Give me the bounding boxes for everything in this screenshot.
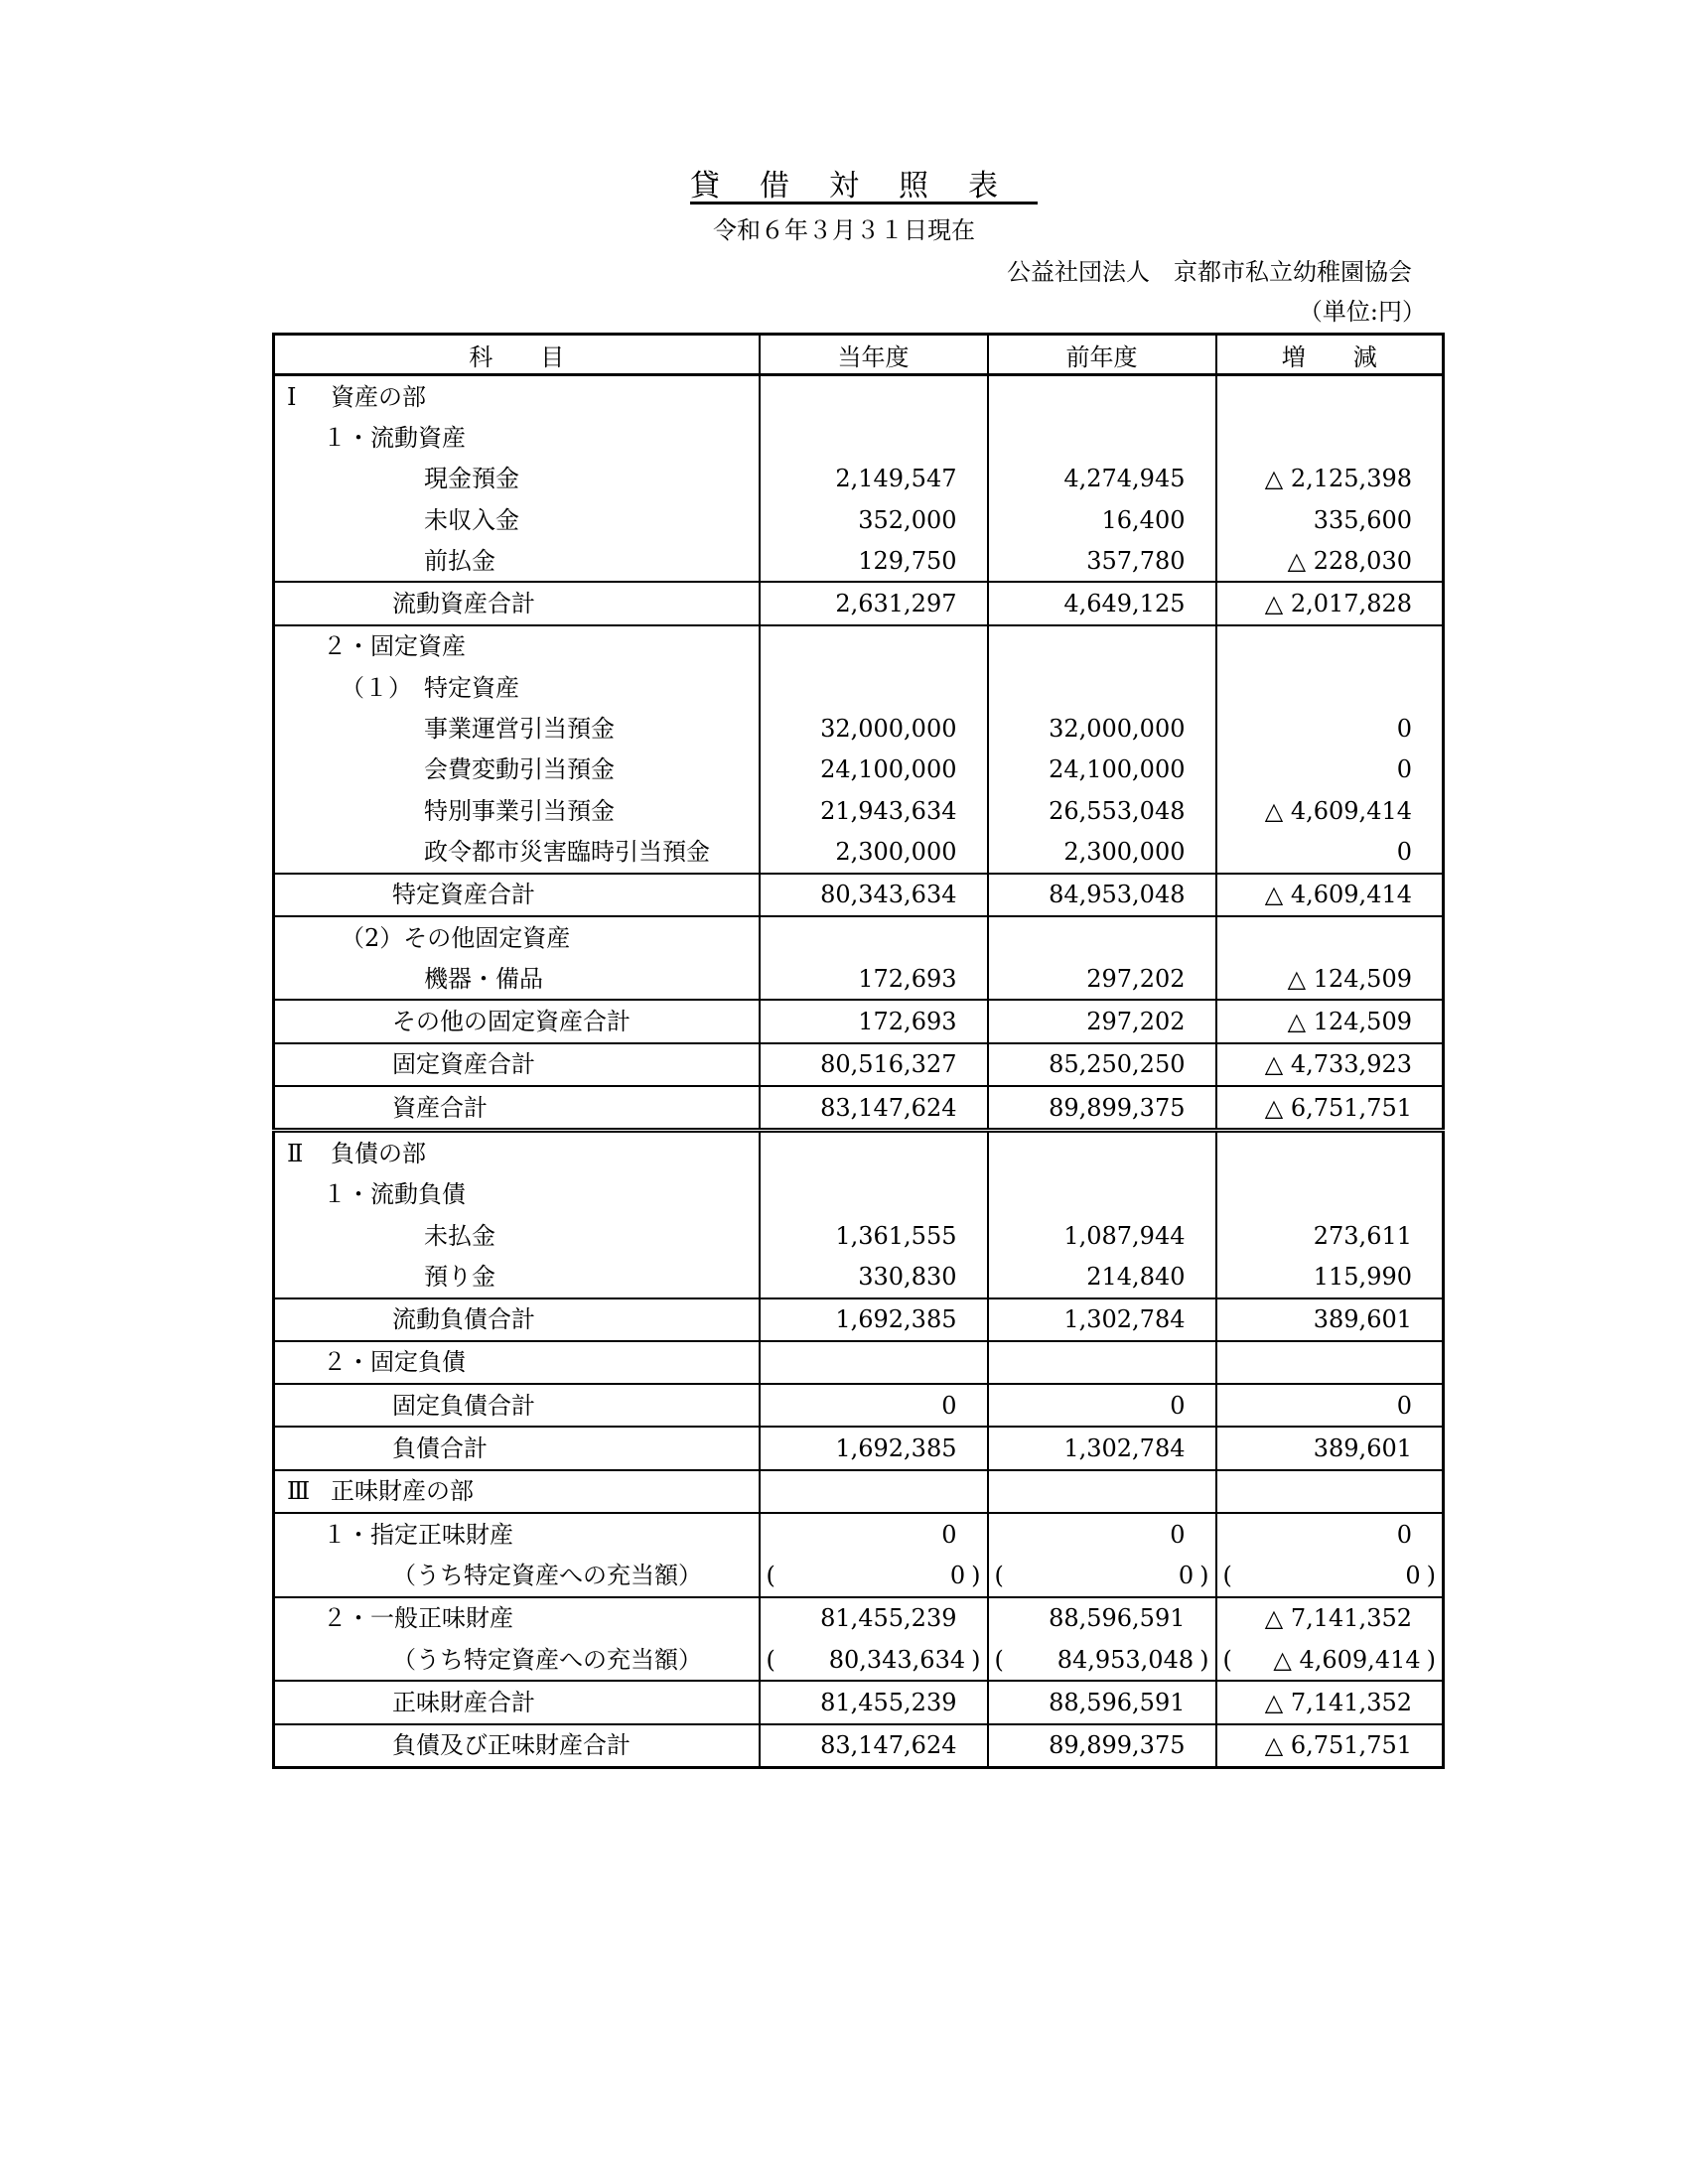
account-label: 負債の部 <box>331 1139 426 1167</box>
change-value-cell <box>1216 1597 1444 1639</box>
close-paren: ) <box>1426 1561 1436 1589</box>
previous-year-value: 88,596,591 <box>1049 1688 1186 1716</box>
account-cell <box>274 916 760 958</box>
change-value-cell <box>1216 1086 1444 1131</box>
change-value-cell <box>1216 831 1444 873</box>
account-label: ２・固定負債 <box>323 1348 466 1377</box>
previous-year-value-cell <box>988 790 1216 831</box>
table-row <box>274 790 1444 831</box>
change-value-cell <box>1216 1639 1444 1681</box>
close-paren: ) <box>1199 1561 1209 1589</box>
account-label: 前払金 <box>424 546 495 575</box>
previous-year-value-cell <box>988 417 1216 458</box>
change-value: △ 6,751,751 <box>1264 1731 1412 1760</box>
table-row <box>274 1427 1444 1469</box>
previous-year-value-cell <box>988 1427 1216 1469</box>
change-value: △ 2,125,398 <box>1264 465 1412 493</box>
previous-year-value: 214,840 <box>1086 1262 1186 1291</box>
account-cell <box>274 1000 760 1042</box>
table-row <box>274 1215 1444 1256</box>
previous-year-value-cell <box>988 1384 1216 1427</box>
change-value-cell <box>1216 1681 1444 1723</box>
current-year-value-cell <box>760 831 988 873</box>
account-label: 未収入金 <box>424 505 519 534</box>
previous-year-value-cell <box>988 750 1216 790</box>
previous-year-value-cell <box>988 1131 1216 1174</box>
open-paren: ( <box>994 1561 1004 1589</box>
change-value-cell <box>1216 499 1444 540</box>
account-cell <box>274 667 760 708</box>
current-year-value-cell <box>760 1174 988 1215</box>
current-year-value: 129,750 <box>858 546 957 575</box>
current-year-value: 32,000,000 <box>820 715 957 744</box>
previous-year-value-cell <box>988 1043 1216 1086</box>
change-value-cell <box>1216 1427 1444 1469</box>
previous-year-value: 84,953,048 <box>1056 1645 1195 1674</box>
account-label: １・流動資産 <box>323 423 466 452</box>
current-year-value-cell <box>760 667 988 708</box>
account-label: 資産合計 <box>392 1093 488 1122</box>
table-row <box>274 1555 1444 1596</box>
organization-name: 公益社団法人 京都市私立幼稚園協会 <box>1007 258 1412 286</box>
account-cell <box>274 540 760 582</box>
open-paren: ( <box>994 1645 1004 1674</box>
change-value: △ 124,509 <box>1287 964 1412 993</box>
current-year-value-cell <box>760 1086 988 1131</box>
table-body <box>274 375 1444 1768</box>
table-row <box>274 375 1444 418</box>
account-cell <box>274 1215 760 1256</box>
account-label: 未払金 <box>424 1221 495 1250</box>
current-year-value: 21,943,634 <box>820 796 957 825</box>
current-year-value-cell <box>760 874 988 916</box>
account-label: 特定資産合計 <box>392 881 535 909</box>
previous-year-value: 84,953,048 <box>1049 881 1186 909</box>
account-cell <box>274 499 760 540</box>
change-value-cell <box>1216 1043 1444 1086</box>
account-cell <box>274 1131 760 1174</box>
table-row <box>274 750 1444 790</box>
previous-year-value-cell <box>988 625 1216 667</box>
previous-year-value-cell <box>988 1513 1216 1555</box>
previous-year-value: 26,553,048 <box>1049 796 1186 825</box>
change-value-cell <box>1216 874 1444 916</box>
change-value: 0 <box>1396 1391 1412 1420</box>
close-paren: ) <box>971 1561 981 1589</box>
current-year-value-cell <box>760 1131 988 1174</box>
previous-year-value: 1,087,944 <box>1063 1221 1186 1250</box>
change-value: △ 4,733,923 <box>1264 1050 1412 1079</box>
change-value-cell <box>1216 916 1444 958</box>
account-label: 政令都市災害臨時引当預金 <box>424 837 710 866</box>
change-value: △ 6,751,751 <box>1264 1093 1412 1122</box>
account-cell <box>274 1384 760 1427</box>
change-value-cell <box>1216 750 1444 790</box>
previous-year-value: 16,400 <box>1101 505 1186 534</box>
account-label: 固定資産合計 <box>392 1050 535 1079</box>
current-year-value-cell <box>760 958 988 1000</box>
previous-year-value-cell <box>988 1256 1216 1297</box>
current-year-value: 81,455,239 <box>820 1688 957 1716</box>
table-row <box>274 1597 1444 1639</box>
account-cell <box>274 1174 760 1215</box>
account-cell <box>274 1513 760 1555</box>
account-label: その他の固定資産合計 <box>392 1008 631 1036</box>
current-year-value: 81,455,239 <box>820 1604 957 1633</box>
current-year-value: 80,343,634 <box>820 881 957 909</box>
previous-year-value-cell <box>988 1639 1216 1681</box>
change-value-cell <box>1216 790 1444 831</box>
account-label: 正味財産合計 <box>392 1688 535 1716</box>
table-row <box>274 459 1444 499</box>
account-cell <box>274 1681 760 1723</box>
previous-year-value-cell <box>988 540 1216 582</box>
change-value-cell <box>1216 540 1444 582</box>
change-value: △ 124,509 <box>1287 1008 1412 1036</box>
previous-year-value-cell <box>988 874 1216 916</box>
header-current-year: 当年度 <box>760 335 988 375</box>
section-numeral: Ⅰ <box>287 382 297 411</box>
previous-year-value-cell <box>988 1086 1216 1131</box>
table-row <box>274 1174 1444 1215</box>
unit-label: （単位:円） <box>1298 298 1426 326</box>
previous-year-value-cell <box>988 582 1216 624</box>
change-value: △ 2,017,828 <box>1264 590 1412 618</box>
current-year-value-cell <box>760 499 988 540</box>
previous-year-value-cell <box>988 459 1216 499</box>
header-change: 増 減 <box>1216 335 1444 375</box>
current-year-value: 24,100,000 <box>820 755 957 784</box>
table-row <box>274 417 1444 458</box>
table-row <box>274 1681 1444 1723</box>
current-year-value-cell <box>760 625 988 667</box>
change-value-cell <box>1216 708 1444 749</box>
change-value: 0 <box>1396 1520 1412 1549</box>
account-cell <box>274 1470 760 1513</box>
table-row <box>274 958 1444 1000</box>
previous-year-value-cell <box>988 1174 1216 1215</box>
table-row <box>274 499 1444 540</box>
current-year-value: 1,361,555 <box>835 1221 957 1250</box>
change-value: 115,990 <box>1313 1262 1412 1291</box>
change-value: 335,600 <box>1313 505 1412 534</box>
previous-year-value: 0 <box>1170 1520 1186 1549</box>
current-year-value: 83,147,624 <box>820 1093 957 1122</box>
table-row <box>274 831 1444 873</box>
account-label: 流動資産合計 <box>392 590 535 618</box>
close-paren: ) <box>1426 1645 1436 1674</box>
header-account: 科 目 <box>274 335 760 375</box>
change-value: △ 4,609,414 <box>1273 1645 1421 1674</box>
previous-year-value: 0 <box>1170 1391 1186 1420</box>
section-numeral: Ⅱ <box>287 1139 304 1167</box>
account-label: 現金預金 <box>424 465 519 493</box>
current-year-value-cell <box>760 1470 988 1513</box>
header-previous-year: 前年度 <box>988 335 1216 375</box>
account-label: 正味財産の部 <box>331 1477 474 1506</box>
account-cell <box>274 1256 760 1297</box>
table-row <box>274 1384 1444 1427</box>
current-year-value: 0 <box>949 1561 966 1589</box>
previous-year-value-cell <box>988 1724 1216 1768</box>
change-value-cell <box>1216 1513 1444 1555</box>
change-value: △ 228,030 <box>1287 546 1412 575</box>
current-year-value: 2,300,000 <box>835 837 957 866</box>
change-value: △ 4,609,414 <box>1264 881 1412 909</box>
change-value: 0 <box>1396 837 1412 866</box>
current-year-value-cell <box>760 582 988 624</box>
account-cell <box>274 417 760 458</box>
account-label: 負債及び正味財産合計 <box>392 1731 631 1760</box>
change-value-cell <box>1216 459 1444 499</box>
current-year-value: 330,830 <box>858 1262 957 1291</box>
account-label: （うち特定資産への充当額） <box>392 1561 702 1589</box>
change-value: △ 4,609,414 <box>1264 796 1412 825</box>
previous-year-value-cell <box>988 1470 1216 1513</box>
previous-year-value-cell <box>988 1000 1216 1042</box>
table-row <box>274 1724 1444 1768</box>
previous-year-value: 1,302,784 <box>1063 1305 1186 1334</box>
account-label: 流動負債合計 <box>392 1305 535 1334</box>
change-value: 0 <box>1405 1561 1421 1589</box>
table-row <box>274 582 1444 624</box>
account-cell <box>274 708 760 749</box>
change-value-cell <box>1216 1174 1444 1215</box>
change-value-cell <box>1216 1341 1444 1384</box>
open-paren: ( <box>1222 1561 1232 1589</box>
account-label: ２・一般正味財産 <box>323 1604 513 1633</box>
current-year-value-cell <box>760 417 988 458</box>
account-cell <box>274 750 760 790</box>
account-cell <box>274 1724 760 1768</box>
previous-year-value-cell <box>988 708 1216 749</box>
account-cell <box>274 958 760 1000</box>
change-value: △ 7,141,352 <box>1264 1688 1412 1716</box>
balance-sheet-table <box>272 333 1445 1769</box>
previous-year-value-cell <box>988 1215 1216 1256</box>
previous-year-value-cell <box>988 667 1216 708</box>
account-cell <box>274 1298 760 1341</box>
current-year-value: 0 <box>941 1391 957 1420</box>
previous-year-value: 297,202 <box>1086 964 1186 993</box>
table-row <box>274 1341 1444 1384</box>
open-paren: ( <box>766 1645 775 1674</box>
previous-year-value: 24,100,000 <box>1049 755 1186 784</box>
current-year-value-cell <box>760 1298 988 1341</box>
change-value: 389,601 <box>1313 1434 1412 1463</box>
change-value-cell <box>1216 375 1444 418</box>
section-numeral: Ⅲ <box>287 1477 311 1506</box>
account-label: 負債合計 <box>392 1434 488 1463</box>
account-label: 預り金 <box>424 1262 495 1291</box>
previous-year-value-cell <box>988 375 1216 418</box>
current-year-value-cell <box>760 1427 988 1469</box>
change-value: 0 <box>1396 755 1412 784</box>
change-value-cell <box>1216 958 1444 1000</box>
account-label: （１） 特定資産 <box>341 673 519 702</box>
account-label: （2）その他固定資産 <box>341 923 571 952</box>
current-year-value-cell <box>760 750 988 790</box>
current-year-value-cell <box>760 1724 988 1768</box>
change-value-cell <box>1216 417 1444 458</box>
change-value-cell <box>1216 582 1444 624</box>
account-cell <box>274 375 760 418</box>
current-year-value: 1,692,385 <box>835 1305 957 1334</box>
table-row <box>274 667 1444 708</box>
current-year-value-cell <box>760 1555 988 1596</box>
current-year-value-cell <box>760 1513 988 1555</box>
table-row <box>274 916 1444 958</box>
as-of-date: 令和６年３月３１日現在 <box>713 216 975 244</box>
current-year-value-cell <box>760 1341 988 1384</box>
current-year-value: 1,692,385 <box>835 1434 957 1463</box>
account-label: 機器・備品 <box>424 964 543 993</box>
current-year-value: 172,693 <box>858 964 957 993</box>
current-year-value: 2,631,297 <box>835 590 957 618</box>
previous-year-value-cell <box>988 1555 1216 1596</box>
change-value-cell <box>1216 667 1444 708</box>
previous-year-value-cell <box>988 499 1216 540</box>
previous-year-value: 85,250,250 <box>1049 1050 1186 1079</box>
previous-year-value: 0 <box>1178 1561 1195 1589</box>
table-row <box>274 874 1444 916</box>
account-cell <box>274 1427 760 1469</box>
change-value-cell <box>1216 1215 1444 1256</box>
account-label: 資産の部 <box>331 382 426 411</box>
previous-year-value-cell <box>988 1298 1216 1341</box>
current-year-value-cell <box>760 459 988 499</box>
previous-year-value-cell <box>988 1341 1216 1384</box>
account-cell <box>274 1597 760 1639</box>
current-year-value-cell <box>760 540 988 582</box>
current-year-value: 172,693 <box>858 1008 957 1036</box>
previous-year-value-cell <box>988 1597 1216 1639</box>
current-year-value-cell <box>760 1000 988 1042</box>
change-value: 0 <box>1396 715 1412 744</box>
table-row <box>274 540 1444 582</box>
previous-year-value-cell <box>988 958 1216 1000</box>
account-cell <box>274 1086 760 1131</box>
change-value: 389,601 <box>1313 1305 1412 1334</box>
current-year-value-cell <box>760 1384 988 1427</box>
change-value: 273,611 <box>1313 1221 1412 1250</box>
document-title: 貸借対照表 <box>690 169 1038 204</box>
previous-year-value: 2,300,000 <box>1063 837 1186 866</box>
change-value-cell <box>1216 1131 1444 1174</box>
previous-year-value: 1,302,784 <box>1063 1434 1186 1463</box>
open-paren: ( <box>1222 1645 1232 1674</box>
previous-year-value: 88,596,591 <box>1049 1604 1186 1633</box>
previous-year-value: 4,649,125 <box>1063 590 1186 618</box>
account-label: 事業運営引当預金 <box>424 715 615 744</box>
table-row <box>274 1086 1444 1131</box>
change-value-cell <box>1216 1298 1444 1341</box>
account-label: １・流動負債 <box>323 1180 466 1209</box>
current-year-value-cell <box>760 916 988 958</box>
previous-year-value: 4,274,945 <box>1063 465 1186 493</box>
change-value-cell <box>1216 1724 1444 1768</box>
close-paren: ) <box>1199 1645 1209 1674</box>
current-year-value-cell <box>760 1043 988 1086</box>
previous-year-value: 297,202 <box>1086 1008 1186 1036</box>
table-row <box>274 708 1444 749</box>
account-label: 固定負債合計 <box>392 1391 535 1420</box>
open-paren: ( <box>766 1561 775 1589</box>
account-cell <box>274 1639 760 1681</box>
change-value-cell <box>1216 1000 1444 1042</box>
table-row <box>274 625 1444 667</box>
account-label: ２・固定資産 <box>323 632 466 661</box>
close-paren: ) <box>971 1645 981 1674</box>
change-value-cell <box>1216 1384 1444 1427</box>
account-label: 特別事業引当預金 <box>424 796 615 825</box>
previous-year-value: 89,899,375 <box>1049 1731 1186 1760</box>
account-label: （うち特定資産への充当額） <box>392 1645 702 1674</box>
previous-year-value-cell <box>988 831 1216 873</box>
account-cell <box>274 459 760 499</box>
change-value-cell <box>1216 1555 1444 1596</box>
account-cell <box>274 582 760 624</box>
current-year-value-cell <box>760 1256 988 1297</box>
account-cell <box>274 1555 760 1596</box>
table-row <box>274 1513 1444 1555</box>
table-header-row <box>274 335 1444 375</box>
change-value: △ 7,141,352 <box>1264 1604 1412 1633</box>
current-year-value-cell <box>760 790 988 831</box>
table-row <box>274 1043 1444 1086</box>
previous-year-value: 357,780 <box>1086 546 1186 575</box>
table-row <box>274 1000 1444 1042</box>
previous-year-value-cell <box>988 916 1216 958</box>
current-year-value-cell <box>760 1597 988 1639</box>
change-value-cell <box>1216 1470 1444 1513</box>
table-row <box>274 1470 1444 1513</box>
previous-year-value: 32,000,000 <box>1049 715 1186 744</box>
table-row <box>274 1298 1444 1341</box>
account-cell <box>274 1043 760 1086</box>
previous-year-value-cell <box>988 1681 1216 1723</box>
change-value-cell <box>1216 1256 1444 1297</box>
account-cell <box>274 790 760 831</box>
table-row <box>274 1256 1444 1297</box>
current-year-value: 80,516,327 <box>820 1050 957 1079</box>
current-year-value: 0 <box>941 1520 957 1549</box>
current-year-value: 80,343,634 <box>828 1645 966 1674</box>
change-value-cell <box>1216 625 1444 667</box>
account-cell <box>274 625 760 667</box>
current-year-value-cell <box>760 1215 988 1256</box>
current-year-value: 2,149,547 <box>835 465 957 493</box>
current-year-value: 352,000 <box>858 505 957 534</box>
account-label: 会費変動引当預金 <box>424 755 615 784</box>
account-label: １・指定正味財産 <box>323 1520 513 1549</box>
current-year-value-cell <box>760 1681 988 1723</box>
table-row <box>274 1131 1444 1174</box>
table-row <box>274 1639 1444 1681</box>
account-cell <box>274 1341 760 1384</box>
current-year-value-cell <box>760 1639 988 1681</box>
account-cell <box>274 874 760 916</box>
current-year-value-cell <box>760 708 988 749</box>
current-year-value: 83,147,624 <box>820 1731 957 1760</box>
previous-year-value: 89,899,375 <box>1049 1093 1186 1122</box>
account-cell <box>274 831 760 873</box>
current-year-value-cell <box>760 375 988 418</box>
